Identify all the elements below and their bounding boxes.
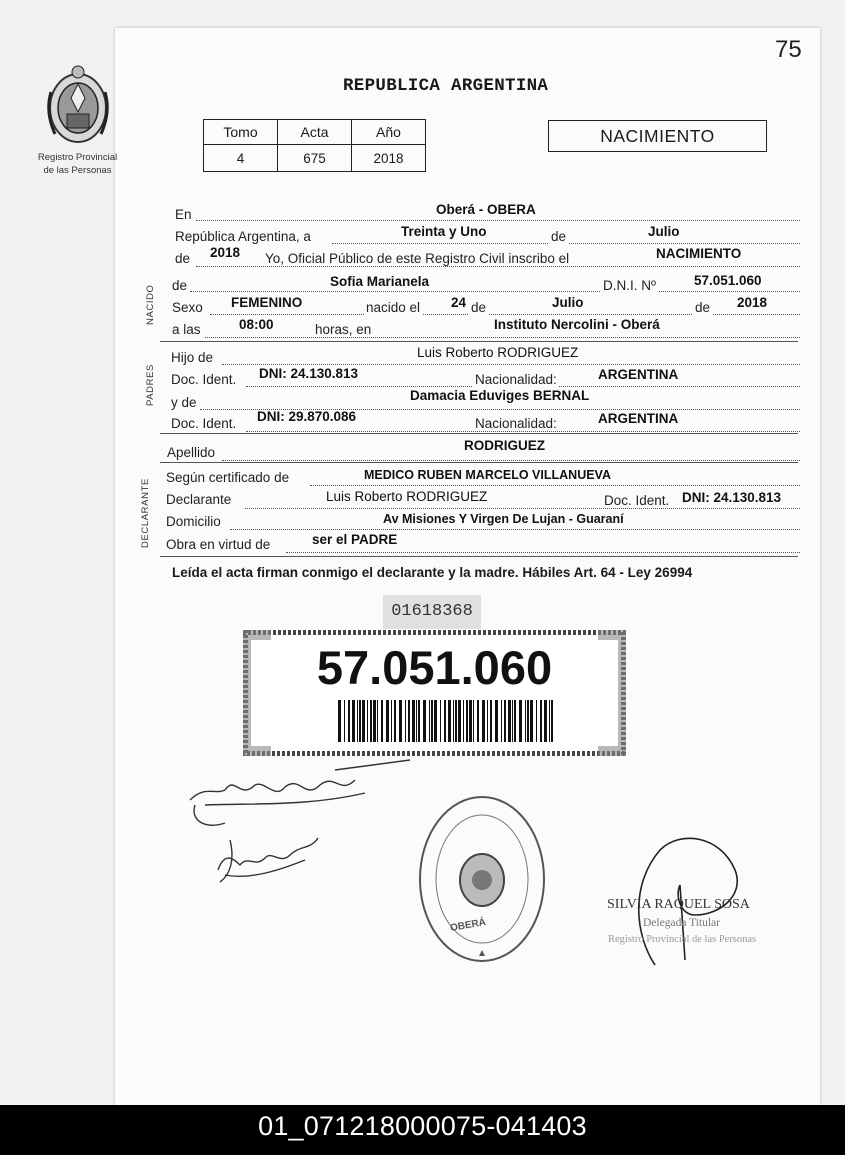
official-name: SILVIA RAQUEL SOSA	[607, 897, 750, 912]
stamp-city: OBERÁ	[449, 916, 487, 935]
page-number: 75	[775, 36, 802, 63]
nacido-el-label: nacido el	[366, 300, 421, 315]
logo-caption-line2: de las Personas	[43, 165, 112, 176]
barcode-bar	[466, 700, 468, 742]
horas-label: horas, en	[315, 322, 372, 337]
official-org: Registro Provincial de las Personas	[608, 934, 757, 945]
barcode-bar	[487, 700, 488, 742]
declarante-name-value: Luis Roberto RODRIGUEZ	[326, 489, 488, 504]
cert-label: Según certificado de	[166, 470, 290, 485]
republica-label: República Argentina, a	[175, 229, 311, 244]
barcode-bar	[348, 700, 350, 742]
birth-year-value: 2018	[737, 295, 768, 310]
acta-header: Acta	[278, 120, 352, 145]
mother-nat-label: Nacionalidad:	[475, 416, 557, 431]
domicilio-label: Domicilio	[166, 514, 221, 529]
coat-of-arms-icon	[41, 62, 115, 150]
mother-name-value: Damacia Eduviges BERNAL	[410, 388, 590, 403]
barcode-bar	[473, 700, 474, 742]
barcode-bar	[463, 700, 464, 742]
document-title: REPUBLICA ARGENTINA	[343, 76, 549, 96]
official-role: Delegada Titular	[643, 917, 720, 929]
logo-caption-line1: Registro Provincial	[37, 152, 118, 163]
section-divider	[160, 433, 798, 434]
birth-day-value: 24	[451, 295, 467, 310]
de-label-2: de	[175, 251, 191, 266]
register-table	[203, 119, 426, 172]
barcode-bar	[359, 700, 361, 742]
registry-logo	[30, 62, 125, 176]
barcode-bar	[512, 700, 513, 742]
mother-signature	[210, 830, 330, 890]
barcode-bar	[540, 700, 542, 742]
barcode-bar	[373, 700, 376, 742]
barcode-bar	[381, 700, 383, 742]
barcode-bar	[536, 700, 537, 742]
day-value: Treinta y Uno	[401, 224, 487, 239]
reason-value: ser el PADRE	[312, 532, 398, 547]
barcode-bar	[370, 700, 372, 742]
declarant-signature	[185, 755, 415, 835]
month-value: Julio	[648, 224, 680, 239]
section-divider	[160, 462, 798, 463]
footer-code-bar: 01_071218000075-041403	[0, 1105, 845, 1155]
birth-de-label-2: de	[695, 300, 711, 315]
declarante-doc-value: DNI: 24.130.813	[682, 490, 782, 505]
tomo-header: Tomo	[204, 120, 278, 145]
place-value: Oberá - OBERA	[436, 202, 536, 217]
barcode-bar	[455, 700, 457, 742]
anio-value: 2018	[352, 145, 426, 172]
tomo-value: 4	[204, 145, 278, 172]
barcode	[338, 700, 554, 742]
birth-month-value: Julio	[552, 295, 584, 310]
barcode-bar	[477, 700, 479, 742]
declarante-doc-label: Doc. Ident.	[604, 493, 670, 508]
barcode-bar	[440, 700, 441, 742]
birth-time-value: 08:00	[239, 317, 274, 332]
closing-text: Leída el acta firman conmigo el declarante y la madre. Hábiles Art. 64 - Ley 26994	[172, 565, 693, 580]
father-doc-value: DNI: 24.130.813	[259, 366, 359, 381]
barcode-bar	[377, 700, 378, 742]
barcode-bar	[527, 700, 529, 742]
barcode-bar	[357, 700, 358, 742]
father-doc-label: Doc. Ident.	[171, 372, 237, 387]
padres-section-label: PADRES	[145, 364, 156, 406]
barcode-bar	[495, 700, 498, 742]
dni-sticker	[243, 630, 626, 756]
barcode-bar	[469, 700, 472, 742]
barcode-bar	[551, 700, 553, 742]
dni-label: D.N.I. Nº	[603, 278, 656, 293]
sexo-value: FEMENINO	[231, 295, 303, 310]
barcode-bar	[338, 700, 341, 742]
barcode-bar	[394, 700, 396, 742]
address-value: Av Misiones Y Virgen De Lujan - Guaraní	[383, 512, 624, 526]
inscription-type-value: NACIMIENTO	[656, 246, 742, 261]
act-type-box: NACIMIENTO	[548, 120, 767, 152]
hijo-label: Hijo de	[171, 350, 214, 365]
barcode-bar	[453, 700, 454, 742]
alas-label: a las	[172, 322, 201, 337]
year-value: 2018	[210, 245, 241, 260]
barcode-bar	[444, 700, 446, 742]
registro-label: Yo, Oficial Público de este Registro Civil inscribo el	[265, 251, 570, 266]
barcode-bar	[501, 700, 502, 742]
barcode-bar	[490, 700, 492, 742]
barcode-bar	[544, 700, 547, 742]
mother-nationality-value: ARGENTINA	[598, 411, 679, 426]
barcode-bar	[431, 700, 433, 742]
barcode-bar	[418, 700, 420, 742]
obra-label: Obra en virtud de	[166, 537, 271, 552]
barcode-bar	[405, 700, 406, 742]
barcode-bar	[434, 700, 437, 742]
mother-doc-value: DNI: 29.870.086	[257, 409, 357, 424]
barcode-bar	[508, 700, 511, 742]
acta-value: 675	[278, 145, 352, 172]
barcode-bar	[525, 700, 526, 742]
yde-label: y de	[171, 395, 197, 410]
apellido-label: Apellido	[167, 445, 216, 460]
section-divider	[160, 341, 798, 342]
barcode-bar	[399, 700, 402, 742]
nacido-section-label: NACIDO	[145, 284, 156, 325]
father-nationality-value: ARGENTINA	[598, 367, 679, 382]
section-divider	[160, 556, 798, 557]
official-stamp	[415, 792, 550, 967]
birth-de-label: de	[471, 300, 487, 315]
barcode-bar	[504, 700, 506, 742]
sticker-dni-number: 57.051.060	[316, 641, 553, 694]
father-name-value: Luis Roberto RODRIGUEZ	[417, 345, 579, 360]
barcode-bar	[514, 700, 516, 742]
declarante-label: Declarante	[166, 492, 232, 507]
apellido-value: RODRIGUEZ	[464, 438, 545, 453]
nacido-de-label: de	[172, 278, 188, 293]
newborn-name-value: Sofia Marianela	[330, 274, 430, 289]
declarante-section-label: DECLARANTE	[140, 478, 151, 548]
de-label: de	[551, 229, 567, 244]
anio-header: Año	[352, 120, 426, 145]
barcode-bar	[362, 700, 365, 742]
barcode-bar	[458, 700, 461, 742]
barcode-bar	[367, 700, 368, 742]
en-label: En	[175, 207, 192, 222]
barcode-bar	[519, 700, 522, 742]
barcode-bar	[423, 700, 426, 742]
newborn-dni-value: 57.051.060	[694, 273, 762, 288]
barcode-bar	[429, 700, 430, 742]
barcode-bar	[448, 700, 451, 742]
barcode-bar	[530, 700, 533, 742]
barcode-bar	[416, 700, 417, 742]
sexo-label: Sexo	[172, 300, 203, 315]
birth-place-value: Instituto Nercolini - Oberá	[494, 317, 660, 332]
barcode-bar	[408, 700, 410, 742]
serial-number: 01618368	[383, 595, 481, 629]
barcode-bar	[549, 700, 550, 742]
father-nat-label: Nacionalidad:	[475, 372, 557, 387]
barcode-bar	[412, 700, 415, 742]
barcode-bar	[344, 700, 345, 742]
barcode-bar	[352, 700, 355, 742]
mother-doc-label: Doc. Ident.	[171, 416, 237, 431]
barcode-bar	[386, 700, 389, 742]
barcode-bar	[482, 700, 485, 742]
barcode-bar	[391, 700, 392, 742]
cert-value: MEDICO RUBEN MARCELO VILLANUEVA	[364, 468, 611, 482]
